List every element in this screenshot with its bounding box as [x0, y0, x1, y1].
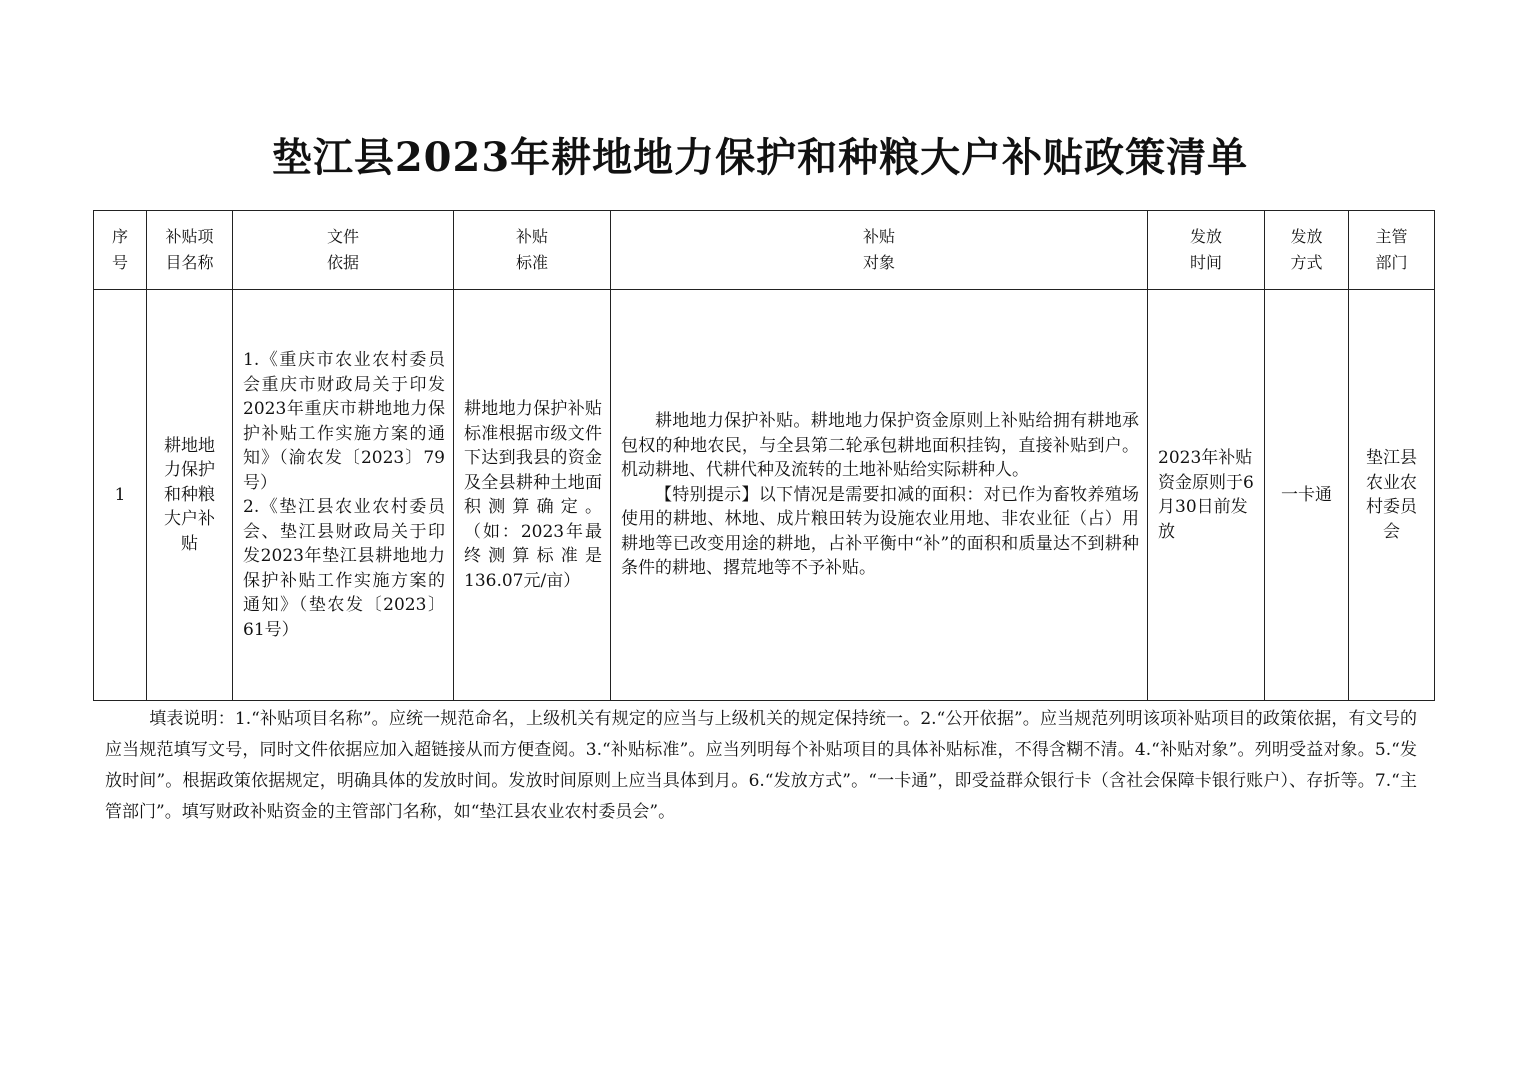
cell-method: 一卡通: [1265, 290, 1349, 701]
cell-name: 耕地地力保护和种粮大户补贴: [147, 290, 233, 701]
fill-instructions: 填表说明：1.“补贴项目名称”。应统一规范命名，上级机关有规定的应当与上级机关的规定保持统一。2.“公开依据”。应当规范列明该项补贴项目的政策依据，有文号的应当规范填写文号，同时文件依据应加入超链接从而方便查阅。3.“补贴标准”。应当列明每个补贴项目的具体补贴标准，不得含糊不清。4.“补贴对象”。列明受益对象。5.“发放时间”。根据政策依据规定，明确具体的发放时间。发放时间原则上应当具体到月。6.“发放方式”。“一卡通”，即受益群众银行卡（含社会保障卡银行账户）、存折等。7.“主管部门”。填写财政补贴资金的主管部门名称，如“垫江县农业农村委员会”。: [105, 709, 1417, 822]
header-basis-line2: 依据: [326, 253, 359, 272]
table-row: [94, 290, 1435, 701]
target-paragraph-1: 耕地地力保护补贴。耕地地力保护资金原则上补贴给拥有耕地承包权的种地农民，与全县第二轮承包耕地面积挂钩，直接补贴到户。机动耕地、代耕代种及流转的土地补贴给实际耕种人。: [621, 411, 1139, 481]
header-basis: [233, 211, 454, 290]
header-basis-line1: 文件: [326, 227, 359, 246]
header-name-line2: 目名称: [165, 253, 214, 272]
target-paragraph-2: 【特别提示】以下情况是需要扣减的面积：对已作为畜牧养殖场使用的耕地、林地、成片粮田转为设施农业用地、非农业征（占）用耕地等已改变用途的耕地，占补平衡中“补”的面积和质量达不到耕种条件的耕地、撂荒地等不予补贴。: [621, 484, 1139, 579]
header-standard: [454, 211, 611, 290]
header-target-line2: 对象: [862, 253, 895, 272]
header-method-line1: 发放: [1290, 227, 1323, 246]
header-method-line2: 方式: [1290, 253, 1323, 272]
cell-standard: 耕地地力保护补贴标准根据市级文件下达到我县的资金及全县耕种土地面积测算确定。（如：2023年最终测算标准是136.07元/亩）: [454, 290, 611, 701]
page-title: 垫江县2023年耕地地力保护和种粮大户补贴政策清单: [271, 134, 1249, 181]
header-time-line2: 时间: [1189, 253, 1222, 272]
cell-department: 垫江县农业农村委员会: [1349, 290, 1435, 701]
header-index-line1: 序: [111, 227, 128, 246]
header-index: [94, 211, 147, 290]
header-target-line1: 补贴: [862, 227, 895, 246]
header-target: [611, 211, 1148, 290]
header-method: [1265, 211, 1349, 290]
header-name-line1: 补贴项: [165, 227, 214, 246]
header-time: [1148, 211, 1265, 290]
header-name: [147, 211, 233, 290]
header-time-line1: 发放: [1189, 227, 1222, 246]
header-standard-line2: 标准: [515, 253, 548, 272]
cell-index: 1: [94, 290, 147, 701]
header-department: [1349, 211, 1435, 290]
header-standard-line1: 补贴: [515, 227, 548, 246]
header-department-line1: 主管: [1375, 227, 1408, 246]
subsidy-policy-table: [93, 210, 1435, 701]
header-department-line2: 部门: [1375, 253, 1408, 272]
cell-time: 2023年补贴资金原则于6月30日前发放: [1148, 290, 1265, 701]
basis-item-2: 2.《垫江县农业农村委员会、垫江县财政局关于印发2023年垫江县耕地地力保护补贴工作实施方案的通知》（垫农发〔2023〕61号）: [243, 497, 445, 640]
cell-target: [611, 290, 1148, 701]
cell-basis: [233, 290, 454, 701]
header-index-line2: 号: [111, 253, 128, 272]
basis-item-1: 1.《重庆市农业农村委员会重庆市财政局关于印发2023年重庆市耕地地力保护补贴工作实施方案的通知》（渝农发〔2023〕79号）: [243, 350, 445, 493]
table-header-row: [94, 211, 1435, 290]
